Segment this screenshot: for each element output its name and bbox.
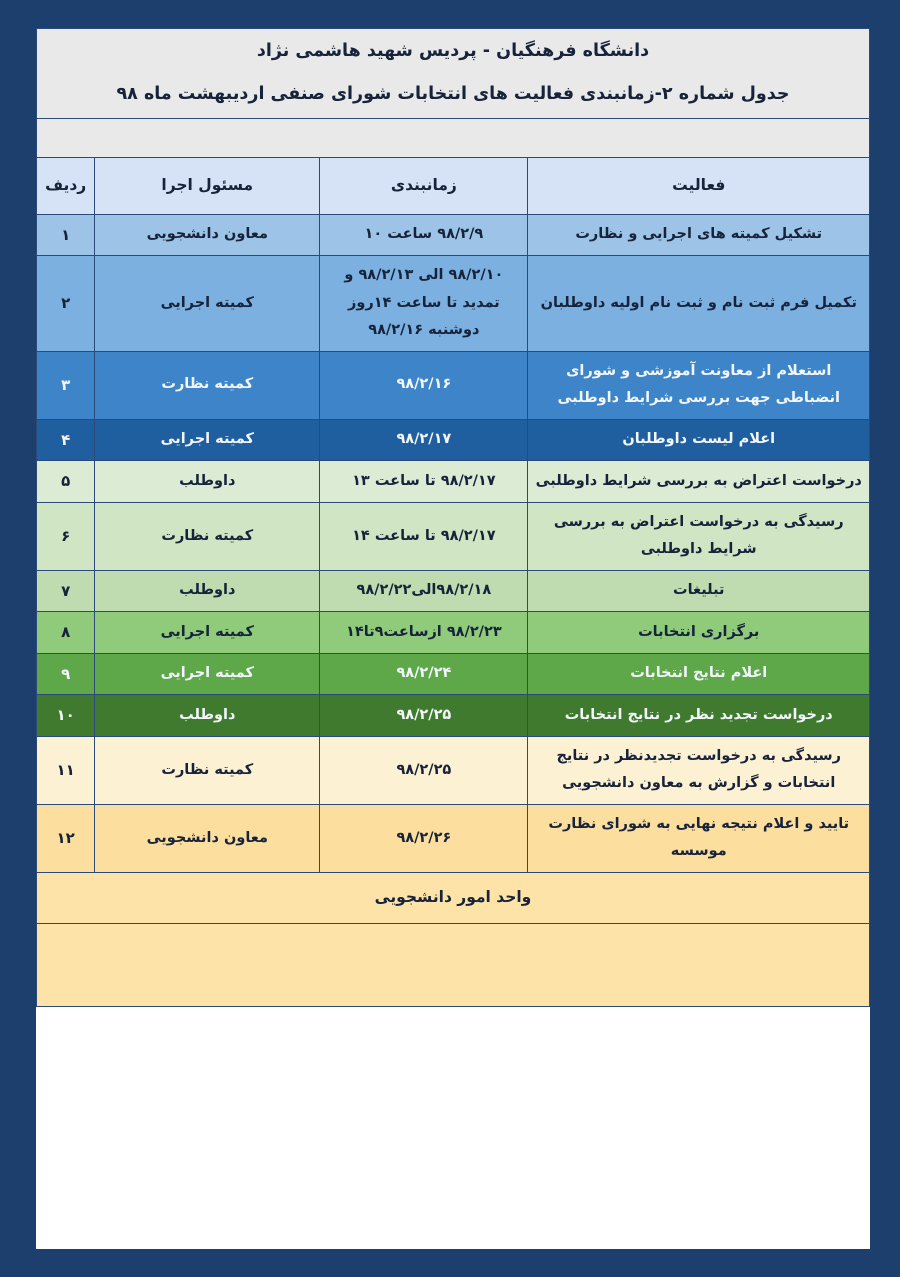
table-row <box>37 736 870 804</box>
schedule-table <box>36 28 870 1007</box>
table-row <box>37 461 870 503</box>
cell-index: ۹ <box>37 653 95 695</box>
table-row <box>37 804 870 872</box>
footer-label-cell: واحد امور دانشجویی <box>37 873 870 924</box>
cell-responsible: کمیته نظارت <box>95 502 320 570</box>
table-body <box>37 29 870 1007</box>
table-row <box>37 570 870 612</box>
cell-schedule: ۹۸/۲/۲۵ <box>320 736 528 804</box>
cell-schedule: ۹۸/۲/۲۶ <box>320 804 528 872</box>
cell-responsible: معاون دانشجویی <box>95 804 320 872</box>
cell-schedule: ۹۸/۲/۲۳ ازساعت۹تا۱۴ <box>320 612 528 654</box>
cell-schedule: ۹۸/۲/۹ ساعت ۱۰ <box>320 214 528 256</box>
cell-index: ۳ <box>37 351 95 419</box>
table-row <box>37 695 870 737</box>
document-title <box>37 29 870 119</box>
cell-schedule: ۹۸/۲/۱۰ الی ۹۸/۲/۱۳ و تمدید تا ساعت ۱۴روز دوشنبه ۹۸/۲/۱۶ <box>320 256 528 352</box>
cell-schedule: ۹۸/۲/۲۴ <box>320 653 528 695</box>
cell-schedule: ۹۸/۲/۱۷ تا ساعت ۱۳ <box>320 461 528 503</box>
cell-activity: تشکیل کمیته های اجرایی و نظارت <box>528 214 870 256</box>
cell-index: ۷ <box>37 570 95 612</box>
cell-activity: درخواست اعتراض به بررسی شرایط داوطلبی <box>528 461 870 503</box>
cell-index: ۱۱ <box>37 736 95 804</box>
table-row <box>37 653 870 695</box>
cell-activity: رسیدگی به درخواست اعتراض به بررسی شرایط داوطلبی <box>528 502 870 570</box>
cell-responsible: کمیته اجرایی <box>95 653 320 695</box>
header-responsible: مسئول اجرا <box>95 157 320 214</box>
footer-blank-cell <box>37 924 870 1007</box>
cell-index: ۶ <box>37 502 95 570</box>
header-activity: فعالیت <box>528 157 870 214</box>
cell-schedule: ۹۸/۲/۲۵ <box>320 695 528 737</box>
document-sheet <box>36 28 870 1249</box>
cell-responsible: کمیته نظارت <box>95 351 320 419</box>
cell-activity: اعلام نتایج انتخابات <box>528 653 870 695</box>
header-schedule: زمانبندی <box>320 157 528 214</box>
title-row <box>37 29 870 119</box>
header-index: ردیف <box>37 157 95 214</box>
cell-activity: برگزاری انتخابات <box>528 612 870 654</box>
cell-activity: درخواست تجدید نظر در نتایج انتخابات <box>528 695 870 737</box>
cell-responsible: کمیته اجرایی <box>95 419 320 461</box>
cell-activity: رسیدگی به درخواست تجدیدنظر در نتایج انتخابات و گزارش به معاون دانشجویی <box>528 736 870 804</box>
title-line-1: دانشگاه فرهنگیان - پردیس شهید هاشمی نژاد <box>256 41 650 61</box>
title-line-2: جدول شماره ۲-زمانبندی فعالیت های انتخابات شورای صنفی اردیبهشت ماه ۹۸ <box>116 84 790 105</box>
footer-row <box>37 873 870 924</box>
cell-activity: اعلام لیست داوطلبان <box>528 419 870 461</box>
cell-schedule: ۹۸/۲/۱۷ <box>320 419 528 461</box>
cell-schedule: ۹۸/۲/۱۸الی۹۸/۲/۲۲ <box>320 570 528 612</box>
cell-responsible: داوطلب <box>95 695 320 737</box>
footer-blank-row <box>37 924 870 1007</box>
cell-responsible: کمیته اجرایی <box>95 612 320 654</box>
table-row <box>37 214 870 256</box>
cell-activity: استعلام از معاونت آموزشی و شورای انضباطی جهت بررسی شرایط داوطلبی <box>528 351 870 419</box>
table-header-row <box>37 157 870 214</box>
cell-responsible: کمیته اجرایی <box>95 256 320 352</box>
cell-index: ۴ <box>37 419 95 461</box>
cell-responsible: داوطلب <box>95 570 320 612</box>
cell-index: ۵ <box>37 461 95 503</box>
cell-schedule: ۹۸/۲/۱۶ <box>320 351 528 419</box>
cell-responsible: کمیته نظارت <box>95 736 320 804</box>
cell-schedule: ۹۸/۲/۱۷ تا ساعت ۱۴ <box>320 502 528 570</box>
table-row <box>37 612 870 654</box>
title-spacer-cell <box>37 118 870 157</box>
table-row <box>37 256 870 352</box>
cell-index: ۸ <box>37 612 95 654</box>
cell-index: ۲ <box>37 256 95 352</box>
cell-index: ۱۲ <box>37 804 95 872</box>
title-spacer-row <box>37 118 870 157</box>
table-row <box>37 351 870 419</box>
cell-responsible: داوطلب <box>95 461 320 503</box>
cell-activity: تکمیل فرم ثبت نام و ثبت نام اولیه داوطلبان <box>528 256 870 352</box>
cell-index: ۱ <box>37 214 95 256</box>
table-row <box>37 419 870 461</box>
cell-index: ۱۰ <box>37 695 95 737</box>
cell-responsible: معاون دانشجویی <box>95 214 320 256</box>
cell-activity: تایید و اعلام نتیجه نهایی به شورای نظارت موسسه <box>528 804 870 872</box>
table-row <box>37 502 870 570</box>
cell-activity: تبلیغات <box>528 570 870 612</box>
